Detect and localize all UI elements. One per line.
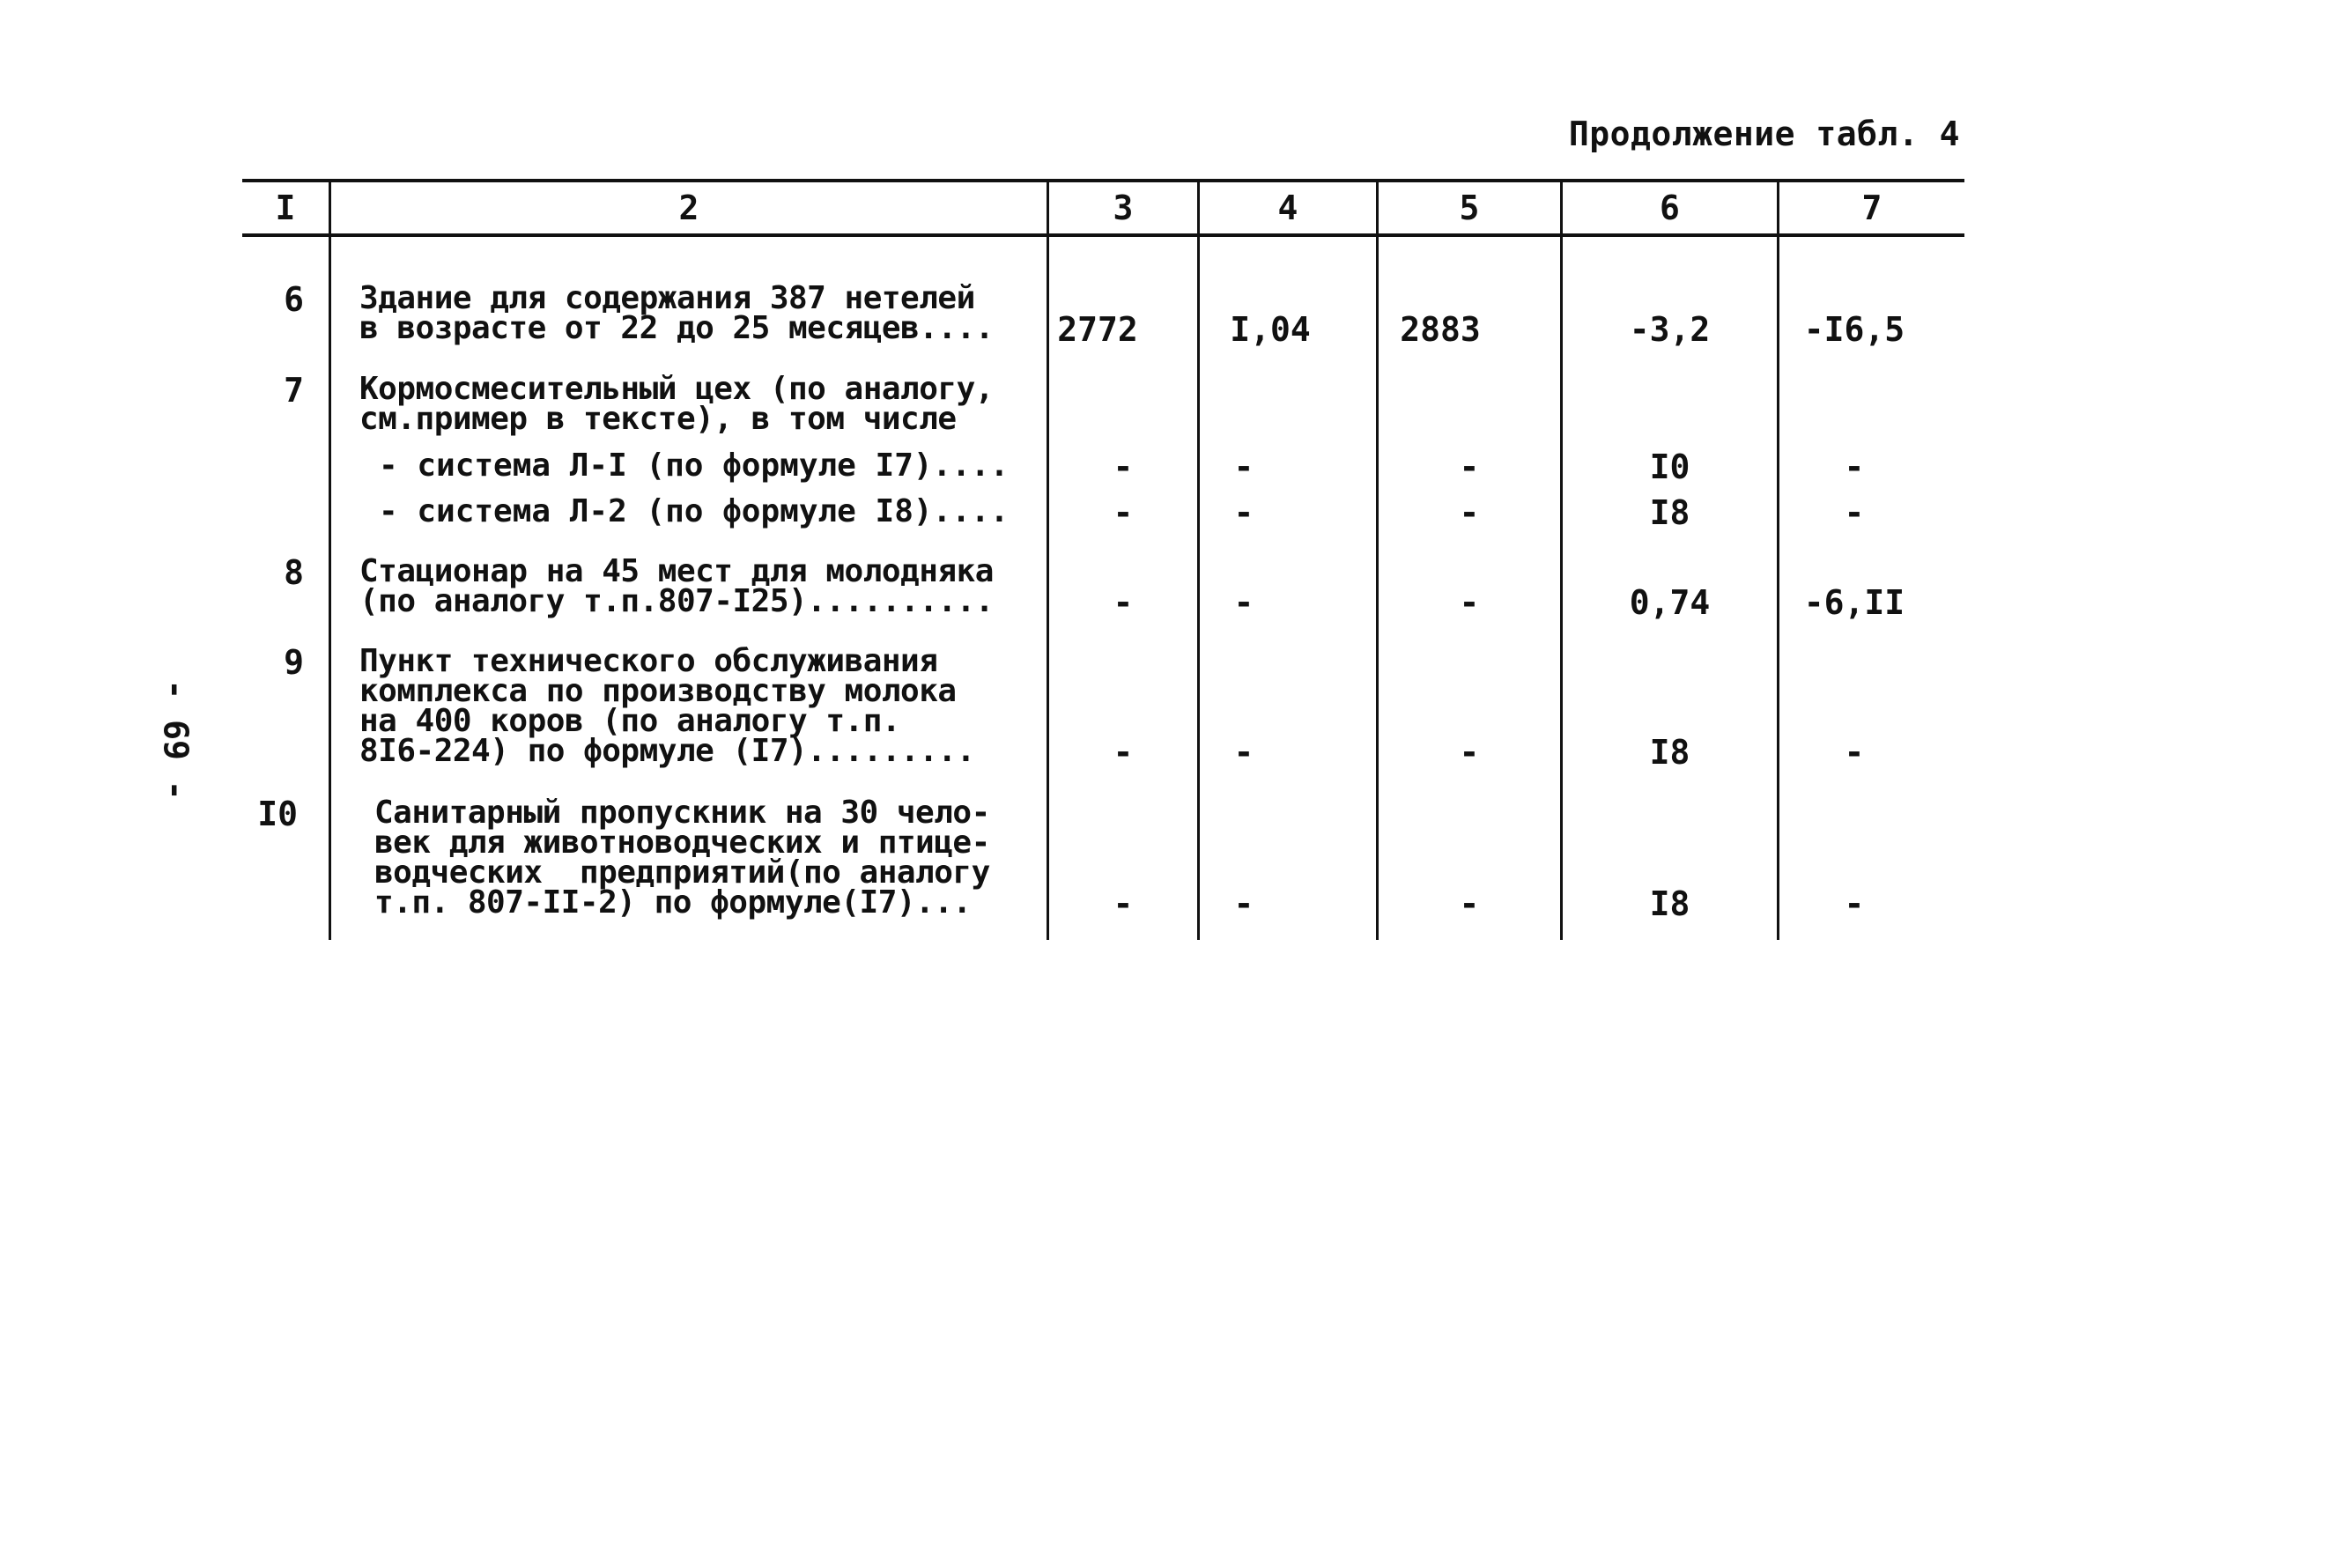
header-col-7: 7 (1861, 189, 1882, 227)
cell-col-6: -3,2 (1629, 310, 1711, 349)
cell-col-5: 2883 (1400, 310, 1481, 349)
cell-col-4: - (1233, 447, 1254, 486)
row-number: 6 (284, 280, 304, 319)
cell-col-3: - (1113, 583, 1134, 622)
cell-col-6: 0,74 (1629, 583, 1711, 622)
row-description-line: на 400 коров (по аналогу т.п. (359, 703, 901, 739)
row-description-line: Санитарный пропускник на 30 чело- (374, 795, 990, 831)
cell-col-4: - (1233, 733, 1254, 772)
cell-col-4: I,04 (1230, 310, 1311, 349)
row-number: 9 (284, 643, 304, 682)
header-col-1: I (275, 189, 296, 227)
cell-col-5: - (1459, 884, 1480, 923)
header-col-2: 2 (678, 189, 699, 227)
row-description-line: водческих предприятий(по аналогу (374, 854, 990, 891)
cell-col-6: I8 (1649, 733, 1690, 772)
header-col-5: 5 (1459, 189, 1480, 227)
cell-col-5: - (1459, 733, 1480, 772)
row-description-line: век для животноводческих и птице- (374, 825, 990, 861)
cell-col-7: - (1844, 447, 1865, 486)
page-number (141, 679, 211, 801)
cell-col-7: - (1844, 493, 1865, 532)
cell-col-7: -6,II (1803, 583, 1905, 622)
row-description-line: Здание для содержания 387 нетелей (359, 280, 975, 316)
table-caption: Продолжение табл. 4 (1568, 115, 1960, 153)
row-description-line: (по аналогу т.п.807-I25).......... (359, 583, 994, 619)
row-description-line: Пункт технического обслуживания (359, 643, 938, 679)
page-number-text: - 69 - (157, 679, 196, 801)
row-description-line: Кормосмесительный цех (по аналогу, (359, 371, 994, 407)
cell-col-5: - (1459, 493, 1480, 532)
row-description-line: т.п. 807-II-2) по формуле(I7)... (374, 884, 972, 921)
header-col-4: 4 (1277, 189, 1298, 227)
row-subitem-text: - система Л-I (по формуле I7).... (379, 447, 1010, 484)
cell-col-4: - (1233, 493, 1254, 532)
column-divider-3 (1197, 182, 1200, 940)
cell-col-3: 2772 (1057, 310, 1138, 349)
cell-col-3: - (1113, 733, 1134, 772)
cell-col-5: - (1459, 447, 1480, 486)
row-subitem-text: - система Л-2 (по формуле I8).... (379, 493, 1010, 529)
row-description-line: в возрасте от 22 до 25 месяцев.... (359, 310, 994, 346)
cell-col-6: I8 (1649, 493, 1690, 532)
column-divider-5 (1560, 182, 1563, 940)
row-number: I0 (257, 795, 298, 833)
header-col-3: 3 (1113, 189, 1134, 227)
row-description-line: комплекса по производству молока (359, 673, 957, 709)
cell-col-6: I0 (1649, 447, 1690, 486)
cell-col-4: - (1233, 583, 1254, 622)
column-divider-1 (329, 182, 331, 940)
row-description-line: Стационар на 45 мест для молодняка (359, 553, 994, 589)
cell-col-4: - (1233, 884, 1254, 923)
cell-col-5: - (1459, 583, 1480, 622)
table-header-rule (242, 233, 1964, 237)
cell-col-7: -I6,5 (1803, 310, 1905, 349)
cell-col-7: - (1844, 733, 1865, 772)
row-number: 8 (284, 553, 304, 592)
column-divider-2 (1047, 182, 1049, 940)
column-divider-6 (1777, 182, 1779, 940)
cell-col-6: I8 (1649, 884, 1690, 923)
cell-col-7: - (1844, 884, 1865, 923)
cell-col-3: - (1113, 447, 1134, 486)
cell-col-3: - (1113, 884, 1134, 923)
header-col-6: 6 (1660, 189, 1680, 227)
row-description-line: 8I6-224) по формуле (I7)......... (359, 733, 975, 769)
column-divider-4 (1376, 182, 1379, 940)
row-description-line: см.пример в тексте), в том числе (359, 401, 957, 437)
row-number: 7 (284, 371, 304, 410)
cell-col-3: - (1113, 493, 1134, 532)
